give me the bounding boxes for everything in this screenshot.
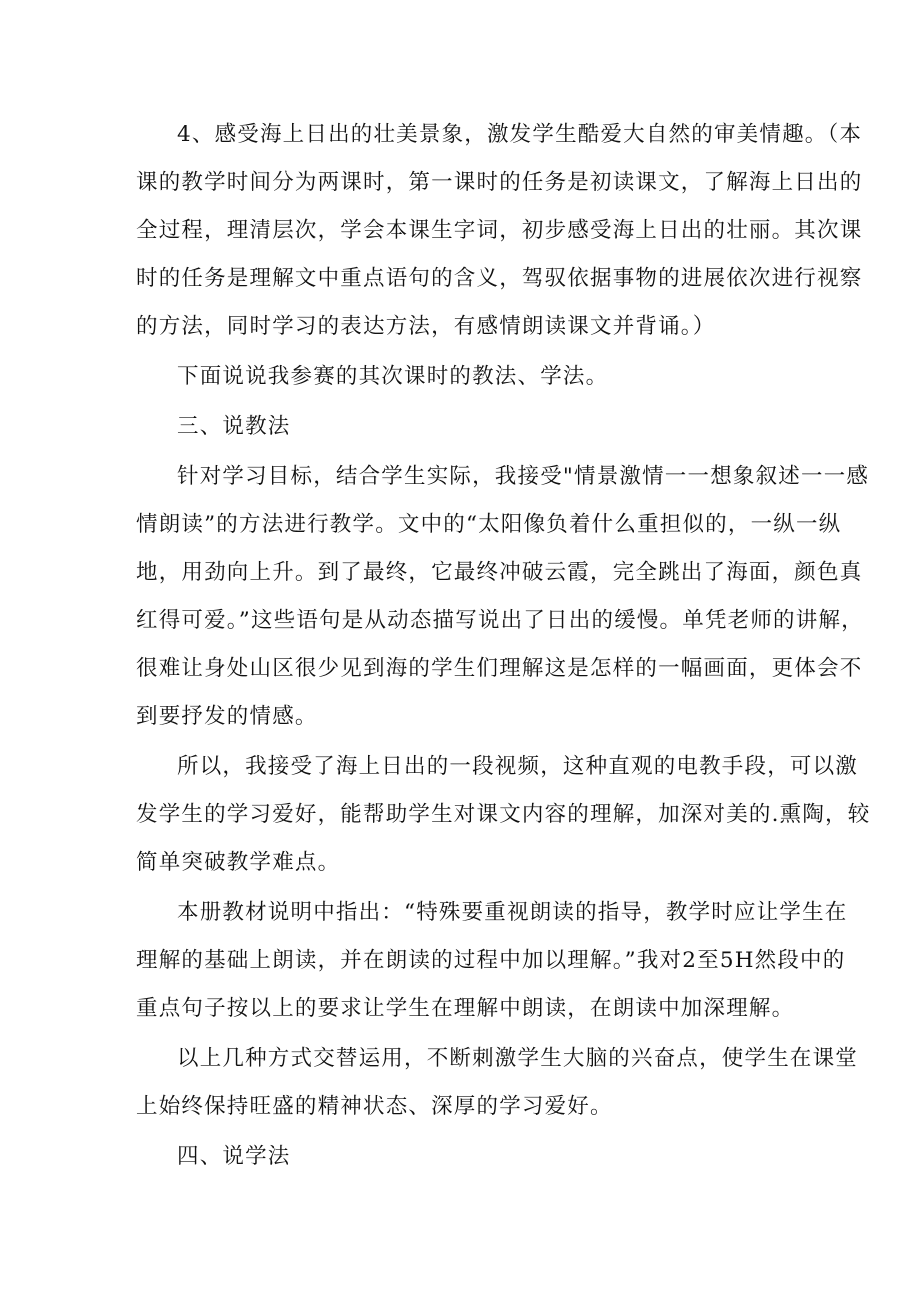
text-line: 简单突破教学难点。 — [136, 850, 341, 875]
text-line: 的方法，同时学习的表达方法，有感情朗读课文并背诵。） — [136, 314, 716, 339]
text-line: 本册教材说明中指出：“特殊要重视朗读的指导，教学时应让学生在 — [177, 900, 848, 925]
text-line: 全过程，理清层次，学会本课生字词，初步感受海上日出的壮丽。其次课 — [136, 218, 863, 243]
text-line: 地，用劲向上升。到了最终，它最终冲破云霞，完全跳出了海面，颜色真 — [136, 560, 863, 585]
text-line: 重点句子按以上的要求让学生在理解中朗读，在朗读中加深理解。 — [136, 996, 795, 1021]
text-line: 到要抒发的情感。 — [136, 704, 318, 729]
section-heading: 三、说教法 — [177, 414, 291, 439]
text-line: 下面说说我参赛的其次课时的教法、学法。 — [177, 364, 609, 389]
text-line: 以上几种方式交替运用，不断刺激学生大脑的兴奋点，使学生在课堂 — [177, 1046, 859, 1071]
text-line: 情朗读”的方法进行教学。文中的“太阳像负着什么重担似的，一纵一纵 — [136, 512, 842, 537]
text-line: 理解的基础上朗读，并在朗读的过程中加以理解。”我对2至5H然段中的 — [136, 948, 846, 973]
text-line: 很难让身处山区很少见到海的学生们理解这是怎样的一幅画面，更体会不 — [136, 656, 863, 681]
text-line: 针对学习目标，结合学生实际，我接受"情景激情一一想象叙述一一感 — [177, 464, 870, 489]
text-line: 红得可爱。”这些语句是从动态描写说出了日出的缓慢。单凭老师的讲解， — [136, 608, 864, 633]
section-heading: 四、说学法 — [177, 1144, 291, 1169]
text-line: 所以，我接受了海上日出的一段视频，这种直观的电教手段，可以激 — [177, 754, 859, 779]
text-line: 4、感受海上日出的壮美景象，激发学生酷爱大自然的审美情趣。（本 — [177, 122, 863, 147]
text-line: 发学生的学习爱好，能帮助学生对课文内容的理解，加深对美的.熏陶，较 — [136, 802, 871, 827]
text-line: 课的教学时间分为两课时，第一课时的任务是初读课文，了解海上日出的 — [136, 170, 863, 195]
text-line: 上始终保持旺盛的精神状态、深厚的学习爱好。 — [136, 1094, 613, 1119]
text-line: 时的任务是理解文中重点语句的含义，驾驭依据事物的进展依次进行视察 — [136, 266, 863, 291]
